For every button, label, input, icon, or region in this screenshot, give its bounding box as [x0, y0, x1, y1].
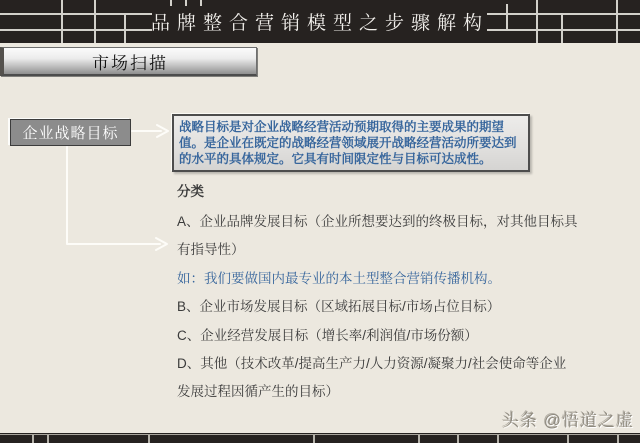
elbow-connector: [67, 147, 160, 244]
page-title: 品牌整合营销模型之步骤解构: [150, 13, 489, 34]
strategic-goal-node: [10, 119, 131, 146]
classification-example: 如：我们要做国内最专业的本土型整合营销传播机构。: [177, 270, 501, 286]
bottom-bar-divider: [457, 435, 459, 443]
title-bar: [0, 0, 640, 43]
definition-text: 战略目标是对企业战略经营活动预期取得的主要成果的期望值。是企业在既定的战略经营领域展开战略经营活动所要达到的水平的具体规定。它具有时间限定性与目标可达成性。: [179, 120, 517, 166]
bottom-bar-divider: [418, 435, 420, 443]
classification-section: [177, 180, 617, 407]
bottom-bar-divider: [567, 435, 569, 443]
arrowhead: [156, 238, 167, 250]
arrowhead: [157, 125, 168, 137]
classification-line-a1: A、企业品牌发展目标（企业所想要达到的终极目标，对其他目标具: [177, 214, 578, 229]
classification-heading: 分类: [177, 184, 204, 199]
bottom-bar-divider: [313, 435, 315, 443]
bottom-bar-divider: [497, 435, 499, 443]
bottom-bar: [0, 433, 640, 443]
market-scan-button[interactable]: [0, 47, 257, 76]
bottom-bar-divider: [148, 435, 150, 443]
bottom-bar-line: [0, 434, 640, 435]
classification-line-c: C、企业经营发展目标（增长率/利润值/市场份额）: [177, 327, 478, 343]
bottom-bar-divider: [617, 435, 619, 443]
classification-line-a2: 有指导性）: [177, 242, 245, 258]
market-scan-button-label: 市场扫描: [92, 53, 168, 73]
definition-box: [172, 114, 530, 172]
bottom-bar-divider: [32, 435, 34, 443]
classification-line-d2: 发展过程因循产生的目标）: [177, 384, 339, 400]
classification-line-b: B、企业市场发展目标（区域拓展目标/市场占位目标）: [177, 299, 501, 315]
watermark: 头条 @悟道之虚: [502, 411, 634, 430]
classification-line-d1: D、其他（技术改革/提高生产力/人力资源/凝聚力/社会使命等企业: [177, 355, 567, 371]
strategic-goal-node-label: 企业战略目标: [22, 125, 119, 142]
bottom-bar-divider: [47, 435, 49, 443]
